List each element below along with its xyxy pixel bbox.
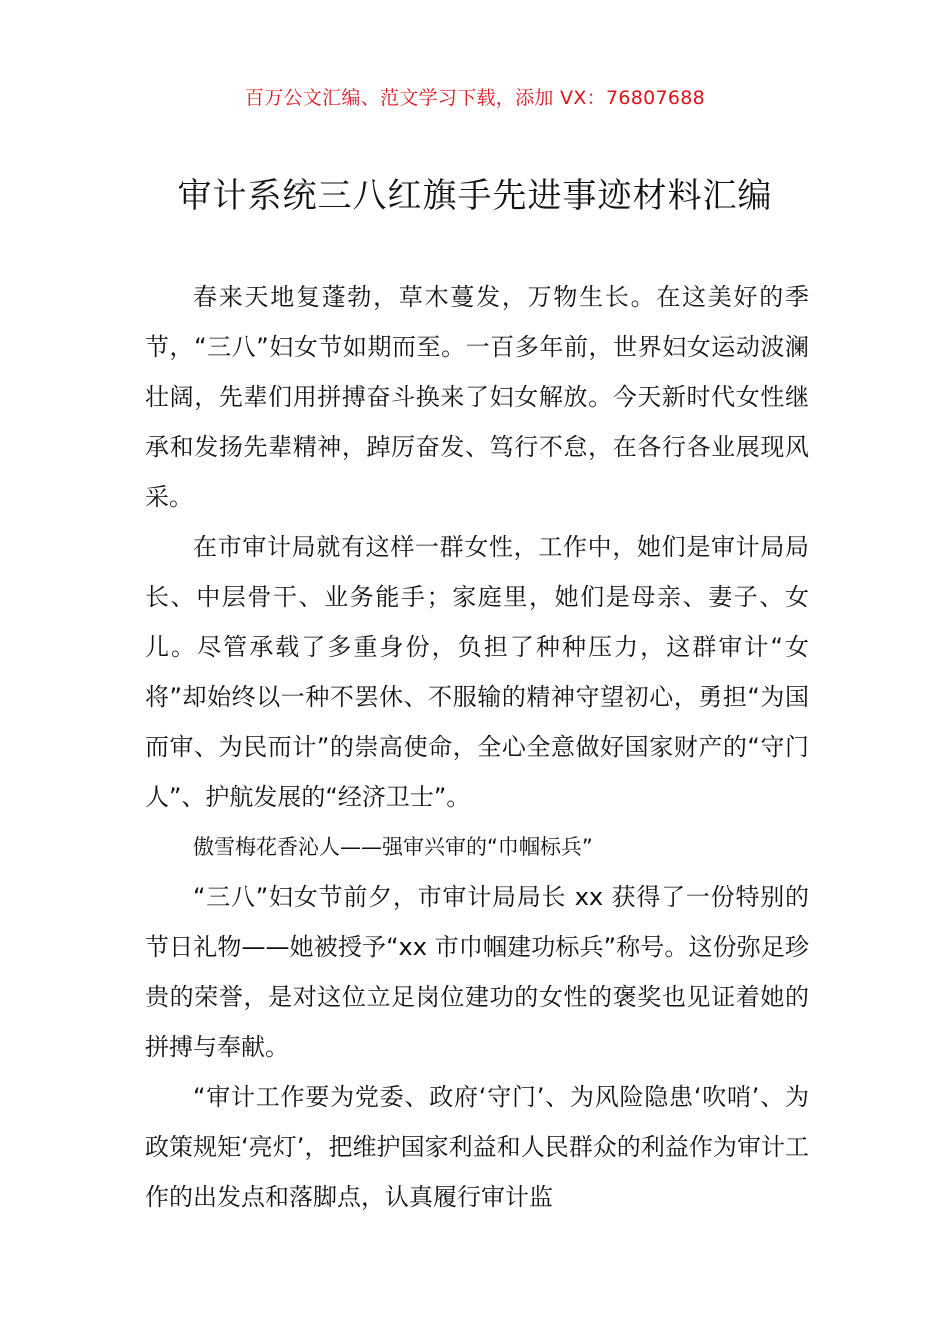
document-body xyxy=(145,272,809,1222)
document-title: 审计系统三八红旗手先进事迹材料汇编 xyxy=(177,176,773,216)
paragraph-award: “三八”妇女节前夕，市审计局局长 xx 获得了一份特别的节日礼物——她被授予“xx 市巾帼建功标兵”称号。这份弥足珍贵的荣誉，是对这位立足岗位建功的女性的褒奖也见证着她的拼搏与奉献。 xyxy=(145,883,809,1061)
paragraph-audit-women: 在市审计局就有这样一群女性，工作中，她们是审计局局长、中层骨干、业务能手；家庭里，她们是母亲、妻子、女儿。尽管承载了多重身份，负担了种种压力，这群审计“女将”却始终以一种不罢休、不服输的精神守望初心，勇担“为国而审、为民而计”的崇高使命，全心全意做好国家财产的“守门人”、护航发展的“经济卫士”。 xyxy=(145,533,809,811)
section-subheading: 傲雪梅花香沁人——强审兴审的“巾帼标兵” xyxy=(193,835,593,859)
header-watermark-note: 百万公文汇编、范文学习下载，添加 VX：76807688 xyxy=(244,87,706,109)
paragraph-quote: “审计工作要为党委、政府‘守门’、为风险隐患‘吹哨’、为政策规矩‘亮灯’，把维护国家利益和人民群众的利益作为审计工作的出发点和落脚点，认真履行审计监 xyxy=(145,1083,809,1211)
paragraph-intro: 春来天地复蓬勃，草木蔓发，万物生长。在这美好的季节，“三八”妇女节如期而至。一百多年前，世界妇女运动波澜壮阔，先辈们用拼搏奋斗换来了妇女解放。今天新时代女性继承和发扬先辈精神，踔厉奋发、笃行不怠，在各行各业展现风采。 xyxy=(145,283,809,511)
